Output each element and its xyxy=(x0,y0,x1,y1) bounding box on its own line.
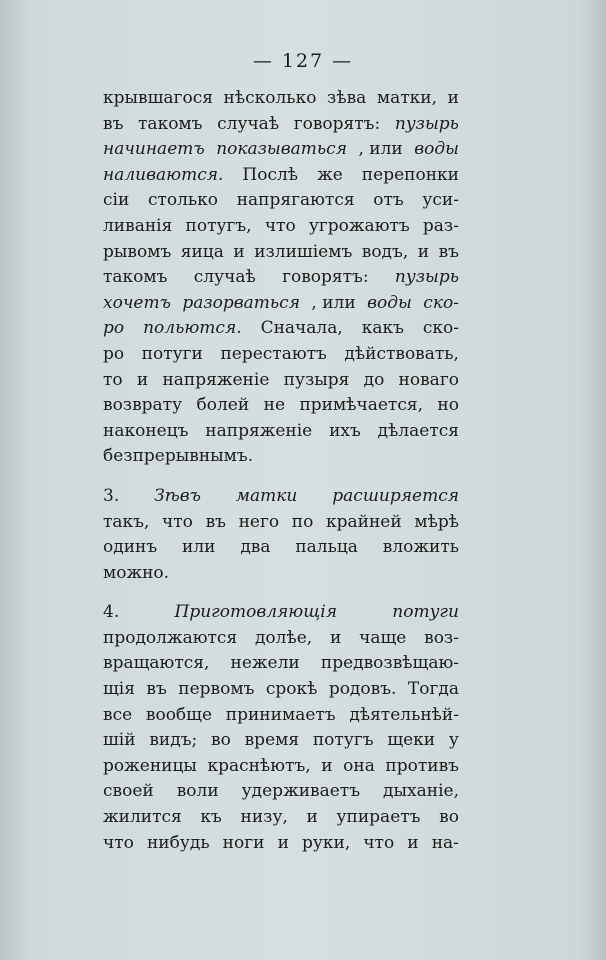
word: напряженіе xyxy=(205,420,313,441)
word: и xyxy=(321,755,333,776)
word: долѣе, xyxy=(254,627,313,648)
word: перепонки xyxy=(361,164,459,185)
text-line xyxy=(103,626,459,652)
word: упираетъ xyxy=(336,807,421,828)
text-line xyxy=(103,240,459,266)
word: по xyxy=(291,511,314,532)
word: наконецъ xyxy=(103,420,189,441)
word: возврату xyxy=(103,395,183,416)
word: ско- xyxy=(423,292,459,313)
text-line xyxy=(103,779,459,805)
word: одинъ xyxy=(103,537,158,558)
word: показываться xyxy=(216,139,347,160)
text-line xyxy=(103,484,459,510)
word: такъ, xyxy=(103,511,150,532)
word: или xyxy=(182,537,216,558)
word: удерживаетъ xyxy=(241,781,361,802)
word: краснѣютъ, xyxy=(207,755,311,776)
text-line xyxy=(103,561,459,587)
word: рывомъ xyxy=(103,241,172,262)
word: матки, xyxy=(376,88,438,108)
word: воз- xyxy=(424,627,459,648)
word: что xyxy=(264,215,296,236)
word: примѣчается, xyxy=(299,395,423,416)
word: него xyxy=(238,511,280,532)
word: ро xyxy=(103,318,125,339)
text-line xyxy=(103,831,459,857)
word: шій xyxy=(103,730,136,751)
word: случаѣ xyxy=(193,267,256,288)
word: яица xyxy=(180,241,224,262)
text-line xyxy=(103,510,459,536)
word: два xyxy=(240,537,271,558)
word: ско- xyxy=(422,318,459,339)
text-line xyxy=(103,703,459,729)
word: воды xyxy=(414,139,459,160)
text-line xyxy=(103,368,459,394)
text-line xyxy=(103,188,459,214)
word: предвозвѣщаю- xyxy=(320,653,459,674)
word: что xyxy=(363,832,395,853)
word: вращаются, xyxy=(103,653,210,674)
word: своей xyxy=(103,781,154,802)
text-line xyxy=(103,112,459,138)
text-line xyxy=(103,805,459,831)
word: Тогда xyxy=(407,679,459,700)
text-line xyxy=(103,214,459,240)
word: дыханіе, xyxy=(383,781,459,802)
word: и xyxy=(329,627,342,648)
word: то xyxy=(103,369,123,390)
word: до xyxy=(363,369,385,390)
word: Сначала, xyxy=(260,318,343,339)
word: , или xyxy=(311,292,356,313)
word: щеки xyxy=(387,730,436,751)
word: дѣятельнѣй- xyxy=(349,704,459,725)
word: отъ xyxy=(373,190,404,211)
word: польются. xyxy=(143,318,242,339)
word: и xyxy=(277,832,289,853)
word: угрожаютъ xyxy=(308,215,410,236)
word: и xyxy=(417,241,430,262)
text-line xyxy=(103,291,459,317)
word: руки, xyxy=(301,832,351,853)
text-line xyxy=(103,444,459,470)
text-line xyxy=(103,651,459,677)
word: потуги xyxy=(141,343,203,364)
word: продолжаются xyxy=(103,627,238,648)
word: , или xyxy=(358,139,403,160)
word: водъ, xyxy=(361,241,409,262)
word: излишіемъ xyxy=(254,241,353,262)
word: столько xyxy=(147,190,219,211)
word: низу, xyxy=(240,807,288,828)
word: хочетъ xyxy=(103,292,171,313)
word: 3. xyxy=(103,485,120,506)
word: чаще xyxy=(359,627,407,648)
word: что xyxy=(162,511,193,532)
word: не xyxy=(263,395,286,416)
text-line xyxy=(103,535,459,561)
text-line xyxy=(103,265,459,291)
text-line xyxy=(103,163,459,189)
paragraph-gap xyxy=(103,470,459,484)
word: и xyxy=(306,807,318,828)
word: ноги xyxy=(222,832,265,853)
word: говорятъ: xyxy=(293,113,381,134)
word: что xyxy=(103,832,134,853)
word: зѣва xyxy=(327,88,367,108)
text-line xyxy=(103,419,459,445)
word: ихъ xyxy=(329,420,361,441)
word: ливанія xyxy=(103,215,173,236)
word: можно. xyxy=(103,562,170,583)
word: безпрерывнымъ. xyxy=(103,446,254,467)
word: уси- xyxy=(422,190,459,211)
word: пузыря xyxy=(283,369,350,390)
word: она xyxy=(343,755,375,776)
word: къ xyxy=(200,807,222,828)
word: болей xyxy=(196,395,250,416)
word: и xyxy=(447,88,459,108)
word: у xyxy=(448,730,459,751)
word: дѣлается xyxy=(377,420,459,441)
word: противъ xyxy=(385,755,459,776)
text-line xyxy=(103,754,459,780)
word: напрягаются xyxy=(236,190,355,211)
word: первомъ xyxy=(178,679,255,700)
word: потугъ, xyxy=(185,215,252,236)
page-number: — 127 — xyxy=(252,50,354,72)
word: во xyxy=(211,730,231,751)
word: такомъ xyxy=(138,113,203,134)
word: сіи xyxy=(103,190,130,211)
word: перестаютъ xyxy=(220,343,327,364)
word: расширяется xyxy=(332,485,459,506)
text-line xyxy=(103,600,459,626)
word: щія xyxy=(103,679,135,700)
word: начинаетъ xyxy=(103,139,205,160)
word: потуги xyxy=(392,602,459,623)
paragraph-gap xyxy=(103,586,459,600)
word: видъ; xyxy=(149,730,198,751)
word: родовъ. xyxy=(328,679,397,700)
word: во xyxy=(439,807,459,828)
word: разорваться xyxy=(182,292,300,313)
word: и xyxy=(407,832,419,853)
word: ро xyxy=(103,343,125,364)
word: дѣйствовать, xyxy=(344,343,459,364)
text-line xyxy=(103,393,459,419)
word: случаѣ xyxy=(217,113,280,134)
word: воли xyxy=(176,781,219,802)
word: наливаются. xyxy=(103,164,224,185)
word: же xyxy=(317,164,343,185)
word: какъ xyxy=(361,318,404,339)
text-line xyxy=(103,316,459,342)
word: пузырь xyxy=(394,113,459,134)
word: срокѣ xyxy=(265,679,318,700)
word: Приготовляющія xyxy=(174,602,337,623)
word: въ xyxy=(103,113,124,134)
word: крайней xyxy=(326,511,402,532)
text-line xyxy=(103,728,459,754)
body-text xyxy=(103,86,459,856)
word: мѣрѣ xyxy=(414,511,459,532)
word: воды xyxy=(367,292,412,313)
word: новаго xyxy=(398,369,459,390)
word: въ xyxy=(146,679,167,700)
word: Послѣ xyxy=(242,164,299,185)
word: время xyxy=(244,730,300,751)
word: потугъ xyxy=(312,730,374,751)
text-line xyxy=(103,342,459,368)
word: нѣсколько xyxy=(223,88,317,108)
word: и xyxy=(233,241,245,262)
word: пальца xyxy=(295,537,358,558)
word: все xyxy=(103,704,133,725)
word: такомъ xyxy=(103,267,168,288)
word: говорятъ: xyxy=(282,267,369,288)
word: въ xyxy=(438,241,459,262)
word: матки xyxy=(235,485,298,506)
word: нежели xyxy=(230,653,300,674)
text-line xyxy=(103,677,459,703)
word: на- xyxy=(431,832,459,853)
word: вложить xyxy=(382,537,459,558)
word: раз- xyxy=(422,215,459,236)
word: жилится xyxy=(103,807,182,828)
word: нибудь xyxy=(146,832,210,853)
word: въ xyxy=(205,511,226,532)
word: напряженіе xyxy=(162,369,270,390)
text-line xyxy=(103,137,459,163)
word: пузырь xyxy=(394,267,459,288)
word: крывшагося xyxy=(103,88,213,108)
word: но xyxy=(437,395,459,416)
word: 4. xyxy=(103,602,120,623)
word: вообще xyxy=(145,704,213,725)
text-line xyxy=(103,86,459,112)
word: Зѣвъ xyxy=(154,485,201,506)
word: принимаетъ xyxy=(225,704,336,725)
word: роженицы xyxy=(103,755,197,776)
word: и xyxy=(136,369,149,390)
